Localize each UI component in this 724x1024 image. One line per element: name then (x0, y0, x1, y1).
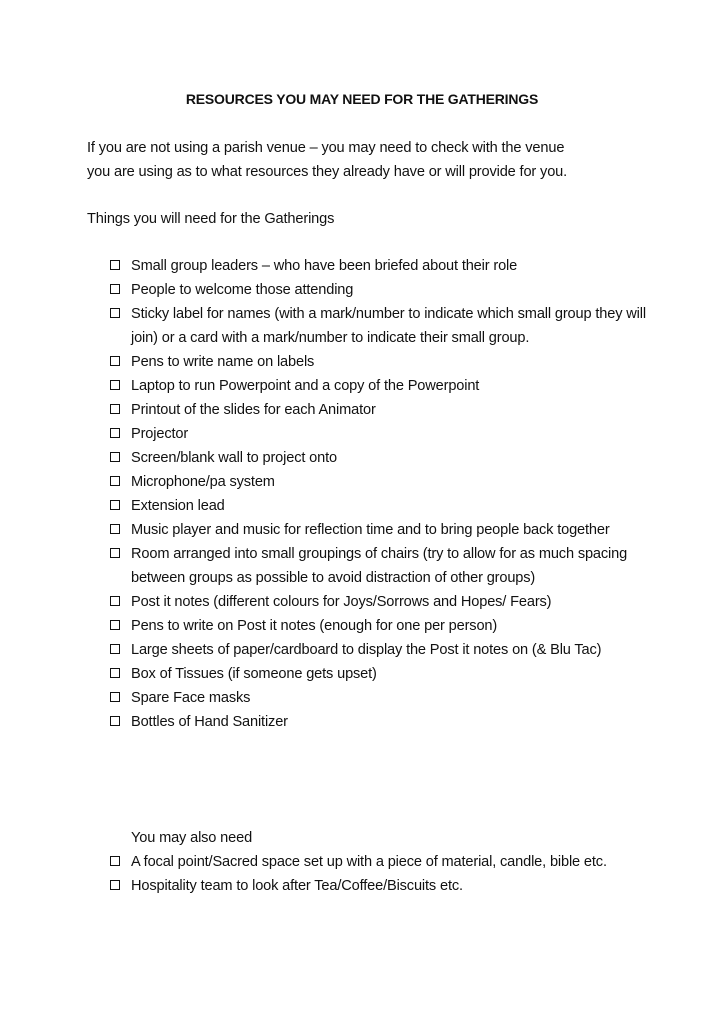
checklist-item (110, 302, 670, 350)
checkbox-empty-icon[interactable] (110, 644, 120, 654)
checklist-item (110, 374, 670, 398)
checkbox-empty-icon[interactable] (110, 692, 120, 702)
checkbox-empty-icon[interactable] (110, 596, 120, 606)
checklist-item-text: Post it notes (different colours for Joys/Sorrows and Hopes/ Fears) (131, 594, 552, 610)
checkbox-empty-icon[interactable] (110, 308, 120, 318)
checklist-item-text: Pens to write name on labels (131, 354, 315, 370)
checklist-item-text: Music player and music for reflection time and to bring people back together (131, 522, 610, 538)
checklist-item-text: People to welcome those attending (131, 282, 354, 298)
checkbox-empty-icon[interactable] (110, 880, 120, 890)
checklist-item-text: Spare Face masks (131, 690, 251, 706)
checkbox-empty-icon[interactable] (110, 356, 120, 366)
checkbox-empty-icon[interactable] (110, 380, 120, 390)
checklist-item (110, 398, 670, 422)
checklist-item (110, 446, 670, 470)
checklist-item (110, 518, 670, 542)
checklist-item-text: Screen/blank wall to project onto (131, 450, 337, 466)
checklist-item-text: Room arranged into small groupings of chairs (try to allow for as much spacing between groups as possible to avoid distraction of other groups) (131, 546, 628, 586)
checklist-item-text: Pens to write on Post it notes (enough for one per person) (131, 618, 498, 634)
checkbox-empty-icon[interactable] (110, 500, 120, 510)
checklist-item (110, 662, 670, 686)
checklist-item-text: Microphone/pa system (131, 474, 275, 490)
checkbox-empty-icon[interactable] (110, 260, 120, 270)
document-title: RESOURCES YOU MAY NEED FOR THE GATHERINGS (185, 91, 539, 107)
checkbox-empty-icon[interactable] (110, 524, 120, 534)
intro-line: If you are not using a parish venue – you may need to check with the venue (87, 140, 565, 156)
checklist-item-text: Bottles of Hand Sanitizer (131, 714, 288, 730)
checklist-item (110, 686, 670, 710)
intro-paragraph (87, 136, 687, 184)
checklist-item (110, 710, 670, 734)
checklist-item (110, 850, 670, 874)
checklist-item-text: Printout of the slides for each Animator (131, 402, 376, 418)
checklist-item-text: Extension lead (131, 498, 225, 514)
checkbox-empty-icon[interactable] (110, 620, 120, 630)
checklist-item (110, 350, 670, 374)
checklist-item-text: Projector (131, 426, 189, 442)
checkbox-empty-icon[interactable] (110, 716, 120, 726)
checklist-item (110, 422, 670, 446)
intro-line: you are using as to what resources they already have or will provide for you. (87, 164, 568, 180)
checkbox-empty-icon[interactable] (110, 428, 120, 438)
checkbox-empty-icon[interactable] (110, 856, 120, 866)
extra-checklist (110, 850, 670, 898)
checklist-item-text: Sticky label for names (with a mark/number to indicate which small group they will join) or a card with a mark/number to indicate their small group. (131, 306, 646, 346)
checklist-item (110, 614, 670, 638)
checklist-item-text: A focal point/Sacred space set up with a piece of material, candle, bible etc. (131, 854, 607, 870)
checklist-item-text: Box of Tissues (if someone gets upset) (131, 666, 377, 682)
section-heading: Things you will need for the Gatherings (87, 211, 335, 227)
extra-heading: You may also need (131, 830, 253, 846)
checklist-item-text: Hospitality team to look after Tea/Coffee/Biscuits etc. (131, 878, 463, 894)
checkbox-empty-icon[interactable] (110, 476, 120, 486)
checkbox-empty-icon[interactable] (110, 284, 120, 294)
checkbox-empty-icon[interactable] (110, 452, 120, 462)
checkbox-empty-icon[interactable] (110, 404, 120, 414)
checklist-item (110, 470, 670, 494)
checklist-item (110, 254, 670, 278)
checklist-item (110, 542, 670, 590)
checklist-item-text: Small group leaders – who have been briefed about their role (131, 258, 518, 274)
checklist-item-text: Large sheets of paper/cardboard to display the Post it notes on (& Blu Tac) (131, 642, 602, 658)
checklist-item (110, 638, 670, 662)
checklist-item-text: Laptop to run Powerpoint and a copy of the Powerpoint (131, 378, 480, 394)
checkbox-empty-icon[interactable] (110, 548, 120, 558)
resources-checklist (110, 254, 670, 734)
checklist-item (110, 278, 670, 302)
checklist-item (110, 590, 670, 614)
checklist-item (110, 494, 670, 518)
checkbox-empty-icon[interactable] (110, 668, 120, 678)
checklist-item (110, 874, 670, 898)
